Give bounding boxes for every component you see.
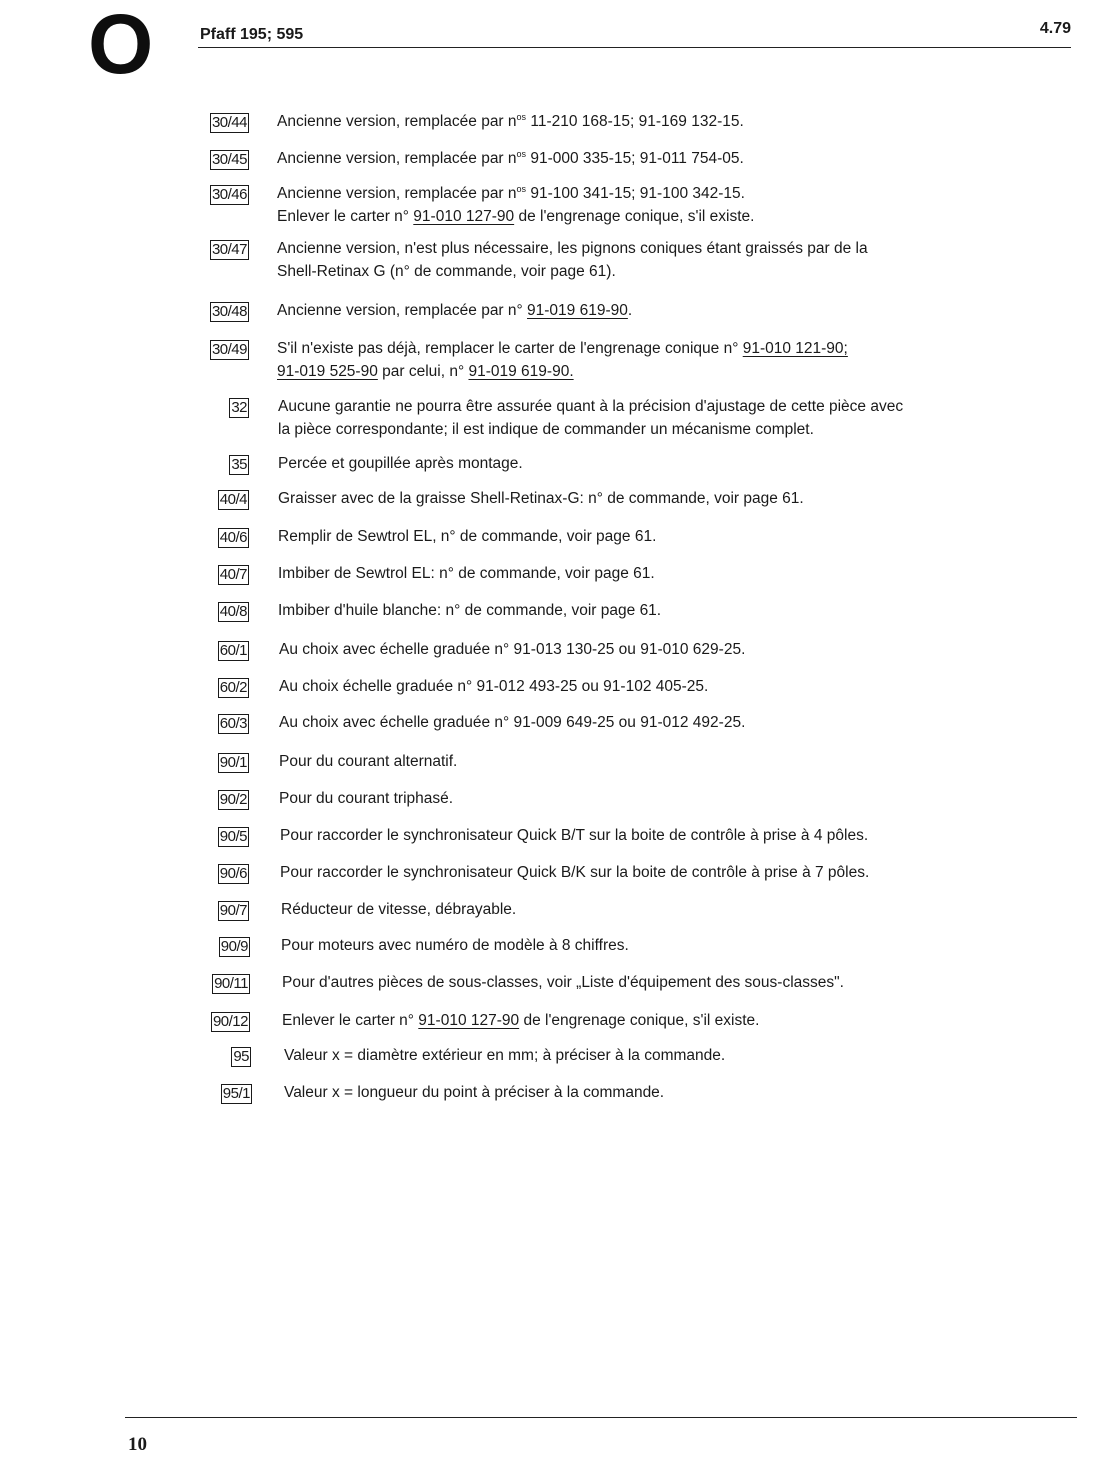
footnote-text: Pour raccorder le synchronisateur Quick B/K sur la boite de contrôle à prise à 7 pôles. — [280, 864, 870, 881]
header-rule — [198, 47, 1071, 48]
footer-rule — [125, 1417, 1077, 1418]
section-letter: O — [88, 0, 154, 91]
footnote-text: Valeur x = diamètre extérieur en mm; à préciser à la commande. — [284, 1047, 726, 1064]
footnote-text: Au choix échelle graduée n° 91-012 493-25 ou 91-102 405-25. — [279, 678, 709, 695]
footnote-text: Shell-Retinax G (n° de commande, voir page 61). — [277, 263, 616, 280]
footnote-text: Enlever le carter n° 91-010 127-90 de l'engrenage conique, s'il existe. — [282, 1012, 760, 1029]
page-number: 10 — [128, 1434, 147, 1455]
document-date: 4.79 — [1039, 20, 1071, 37]
footnote-text: Ancienne version, remplacée par $n^{os}$ 91-100 341-15; 91-100 342-15. — [277, 184, 745, 202]
reference-box: 90/1 — [219, 754, 247, 771]
reference-box: 60/3 — [219, 715, 247, 732]
reference-box: 95 — [233, 1048, 249, 1065]
footnote-text: S'il n'existe pas déjà, remplacer le carter de l'engrenage conique n° 91-010 121-90; — [277, 340, 848, 357]
reference-box: 60/1 — [219, 642, 247, 659]
footnote-text: Enlever le carter n° 91-010 127-90 de l'engrenage conique, s'il existe. — [277, 208, 755, 225]
footnote-text: Pour du courant alternatif. — [279, 753, 458, 770]
reference-box: 90/6 — [219, 865, 247, 882]
reference-box: 90/11 — [214, 975, 248, 992]
reference-box: 30/46 — [211, 186, 247, 203]
footnote-text: Pour du courant triphasé. — [279, 790, 454, 807]
reference-box: 90/12 — [212, 1013, 248, 1030]
footnote-text: Valeur x = longueur du point à préciser à la commande. — [284, 1084, 665, 1101]
reference-box: 90/7 — [219, 902, 247, 919]
footnote-text: Au choix avec échelle graduée n° 91-009 649-25 ou 91-012 492-25. — [279, 714, 746, 731]
reference-box: 32 — [231, 399, 247, 416]
reference-box: 40/4 — [219, 491, 247, 508]
footnote-text: Ancienne version, n'est plus nécessaire, les pignons coniques étant graissés par de la — [277, 240, 868, 257]
footnote-text: Imbiber d'huile blanche: n° de commande, voir page 61. — [278, 602, 662, 619]
footnote-text: Ancienne version, remplacée par n° 91-019 619-90. — [277, 302, 633, 319]
document-title: Pfaff 195; 595 — [200, 26, 304, 43]
reference-box: 90/2 — [219, 791, 247, 808]
reference-box: 30/49 — [211, 341, 247, 358]
footnote-text: Ancienne version, remplacée par $n^{os}$ 91-000 335-15; 91-011 754-05. — [277, 149, 744, 167]
reference-box: 30/47 — [211, 241, 247, 258]
footnote-text: Imbiber de Sewtrol EL: n° de commande, voir page 61. — [278, 565, 655, 582]
reference-box: 90/9 — [220, 938, 248, 955]
footnote-text: Pour d'autres pièces de sous-classes, voir „Liste d'équipement des sous-classes". — [282, 974, 844, 991]
footnote-text: 91-019 525-90 par celui, n° 91-019 619-90. — [277, 363, 574, 380]
footnote-text: Aucune garantie ne pourra être assurée quant à la précision d'ajustage de cette pièce avec — [278, 398, 904, 415]
reference-box: 40/7 — [219, 566, 247, 583]
footnote-text: Pour moteurs avec numéro de modèle à 8 chiffres. — [281, 937, 629, 954]
footnote-text: Graisser avec de la graisse Shell-Retinax-G: n° de commande, voir page 61. — [278, 490, 804, 507]
reference-box: 40/6 — [219, 529, 247, 546]
footnote-text: Réducteur de vitesse, débrayable. — [281, 901, 517, 918]
reference-box: 95/1 — [222, 1085, 250, 1102]
reference-box: 30/48 — [211, 303, 247, 320]
footnote-text: Pour raccorder le synchronisateur Quick B/T sur la boite de contrôle à prise à 4 pôles. — [280, 827, 869, 844]
footnote-text: Remplir de Sewtrol EL, n° de commande, voir page 61. — [278, 528, 657, 545]
reference-box: 60/2 — [219, 679, 247, 696]
footnote-text: la pièce correspondante; il est indique de commander un mécanisme complet. — [278, 421, 814, 438]
footnote-text: Au choix avec échelle graduée n° 91-013 130-25 ou 91-010 629-25. — [279, 641, 746, 658]
footnote-text: Ancienne version, remplacée par $n^{os}$ 11-210 168-15; 91-169 132-15. — [277, 112, 744, 130]
reference-box: 30/45 — [211, 151, 247, 168]
reference-box: 40/8 — [219, 603, 247, 620]
reference-box: 35 — [231, 456, 247, 473]
reference-box: 90/5 — [219, 828, 247, 845]
footnote-text: Percée et goupillée après montage. — [278, 455, 523, 472]
reference-box: 30/44 — [211, 114, 247, 131]
